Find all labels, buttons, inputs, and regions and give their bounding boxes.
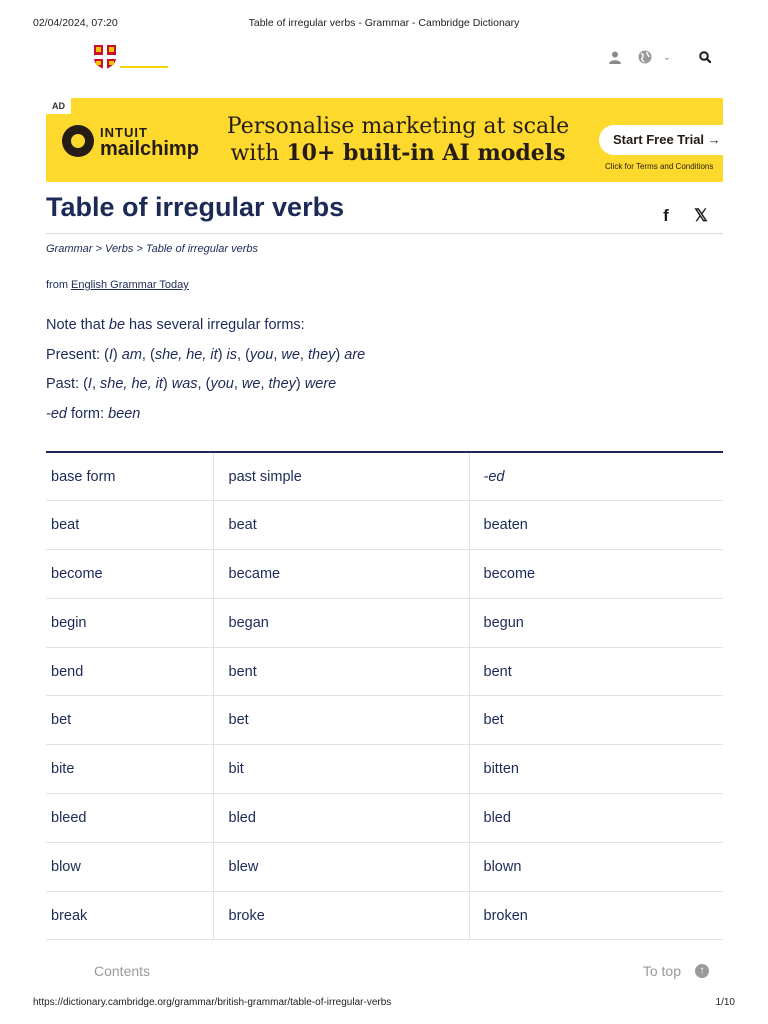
be-forms-note (46, 316, 365, 434)
cell-past-simple: broke (213, 891, 469, 940)
cell-ed-form: bent (469, 647, 723, 696)
table-row (46, 501, 723, 550)
ad-terms-link[interactable]: Click for Terms and Conditions (605, 162, 714, 171)
note-emphasis: she, he, it (100, 376, 163, 392)
ad-headline-line2-bold: 10+ built-in AI models (286, 140, 566, 166)
source-prefix: from (46, 279, 68, 291)
breadcrumb-separator: > (95, 243, 102, 255)
note-emphasis: were (304, 376, 337, 392)
cell-base-form: break (46, 891, 213, 940)
ad-headline-line1: Personalise marketing at scale (226, 114, 570, 139)
cell-base-form: blow (46, 842, 213, 891)
cell-past-simple: beat (213, 501, 469, 550)
note-label: Past: (46, 376, 84, 392)
breadcrumb (46, 243, 258, 255)
contents-link[interactable]: Contents (94, 963, 151, 979)
table-row (46, 550, 723, 599)
mailchimp-logo-icon (62, 125, 94, 157)
cell-past-simple: became (213, 550, 469, 599)
arrow-up-circle-icon[interactable]: ↑ (695, 964, 709, 978)
note-emphasis: be (108, 317, 126, 333)
breadcrumb-item-grammar[interactable]: Grammar (46, 243, 93, 255)
cell-past-simple: blew (213, 842, 469, 891)
ad-brand-name: mailchimp (100, 138, 199, 160)
ad-headline-line2-pre: with (230, 141, 287, 166)
note-emphasis: we (241, 376, 261, 392)
note-text: ) (112, 346, 122, 363)
note-emphasis: -ed (46, 405, 67, 422)
search-icon[interactable] (694, 46, 716, 68)
irregular-verbs-table (46, 451, 723, 940)
cell-ed-form: broken (469, 891, 723, 940)
cell-ed-form: blown (469, 842, 723, 891)
user-icon[interactable] (604, 46, 626, 68)
note-emphasis: is (226, 346, 238, 363)
source-attribution (46, 279, 189, 291)
bottom-nav (46, 962, 723, 982)
note-emphasis: she, he, it (154, 346, 218, 363)
cambridge-shield-logo-icon[interactable] (93, 44, 117, 70)
table-row (46, 891, 723, 940)
note-text: form: (66, 405, 109, 422)
note-emphasis: you (249, 346, 274, 363)
to-top-link[interactable]: To top (642, 963, 681, 979)
table-row (46, 598, 723, 647)
ad-headline-line2 (212, 140, 584, 167)
note-past (46, 375, 365, 405)
note-emphasis: they (268, 376, 296, 392)
note-text: , ( (237, 346, 250, 363)
note-intro (46, 316, 365, 346)
table-row (46, 842, 723, 891)
note-text: ) (335, 346, 345, 363)
table-header-row (46, 452, 723, 501)
note-text: has several irregular forms: (125, 317, 305, 333)
print-page-title: Table of irregular verbs - Grammar - Cambridge Dictionary (248, 17, 520, 29)
note-label: Present: (46, 346, 105, 363)
note-text: Note that (46, 317, 109, 333)
facebook-share-icon[interactable]: f (663, 206, 669, 225)
note-emphasis: am (121, 346, 142, 363)
table-row (46, 745, 723, 794)
note-text: , ( (141, 346, 155, 363)
note-text: , (233, 376, 242, 392)
table-row (46, 794, 723, 843)
print-header (33, 17, 735, 31)
note-text: , (91, 376, 101, 392)
table-row (46, 647, 723, 696)
cell-ed-form: become (469, 550, 723, 599)
ad-headline (212, 114, 584, 167)
breadcrumb-separator: > (136, 243, 143, 255)
note-ed-form (46, 405, 365, 435)
print-footer (33, 997, 735, 1011)
breadcrumb-item-current[interactable]: Table of irregular verbs (145, 243, 259, 255)
source-link[interactable]: English Grammar Today (71, 279, 189, 291)
cell-past-simple: bet (213, 696, 469, 745)
cell-base-form: bleed (46, 794, 213, 843)
note-text: ( (83, 376, 88, 392)
cell-base-form: bite (46, 745, 213, 794)
cell-ed-form: beaten (469, 501, 723, 550)
logo-wordmark-bar (120, 66, 168, 68)
note-text: , (299, 346, 308, 363)
note-emphasis: they (307, 346, 336, 363)
note-emphasis: you (210, 376, 234, 392)
note-emphasis: are (344, 346, 366, 363)
header-ed-form: -ed (469, 452, 723, 501)
note-text: , (273, 346, 282, 363)
x-share-icon[interactable]: 𝕏 (694, 206, 708, 225)
note-text: ) (217, 346, 227, 363)
print-datetime: 02/04/2024, 07:20 (33, 17, 118, 29)
cell-past-simple: bent (213, 647, 469, 696)
cell-ed-form: bitten (469, 745, 723, 794)
note-emphasis: was (171, 376, 198, 392)
note-text: ( (104, 346, 109, 363)
cell-base-form: bend (46, 647, 213, 696)
header-past-simple: past simple (213, 452, 469, 501)
cell-base-form: beat (46, 501, 213, 550)
title-divider (46, 233, 723, 234)
note-text: ) (162, 376, 172, 392)
cell-base-form: become (46, 550, 213, 599)
cell-past-simple: bit (213, 745, 469, 794)
ad-brand-logo (62, 122, 212, 162)
chevron-down-icon[interactable]: ⌄ (662, 51, 672, 63)
note-emphasis: I (87, 376, 92, 392)
ad-start-trial-button[interactable]: Start Free Trial → (599, 125, 723, 155)
note-text: , (260, 376, 269, 392)
ad-brand-top: INTUIT (100, 125, 148, 140)
note-present (46, 346, 365, 376)
note-emphasis: we (281, 346, 300, 363)
ad-label: AD (46, 98, 71, 114)
site-header (46, 42, 722, 72)
cell-base-form: bet (46, 696, 213, 745)
page-title: Table of irregular verbs (46, 192, 345, 222)
header-base-form: base form (46, 452, 213, 501)
table-row (46, 696, 723, 745)
note-text: ) (295, 376, 305, 392)
cell-past-simple: began (213, 598, 469, 647)
note-text: , ( (197, 376, 211, 392)
print-page-number: 1/10 (715, 997, 735, 1008)
cell-past-simple: bled (213, 794, 469, 843)
globe-icon[interactable] (634, 46, 656, 68)
advertisement-banner[interactable] (46, 98, 723, 182)
cell-base-form: begin (46, 598, 213, 647)
note-emphasis: been (108, 405, 141, 422)
print-url: https://dictionary.cambridge.org/grammar/british-grammar/table-of-irregular-verbs (33, 997, 392, 1008)
cell-ed-form: begun (469, 598, 723, 647)
note-emphasis: I (108, 346, 113, 363)
cell-ed-form: bet (469, 696, 723, 745)
cell-ed-form: bled (469, 794, 723, 843)
breadcrumb-item-verbs[interactable]: Verbs (105, 243, 134, 255)
